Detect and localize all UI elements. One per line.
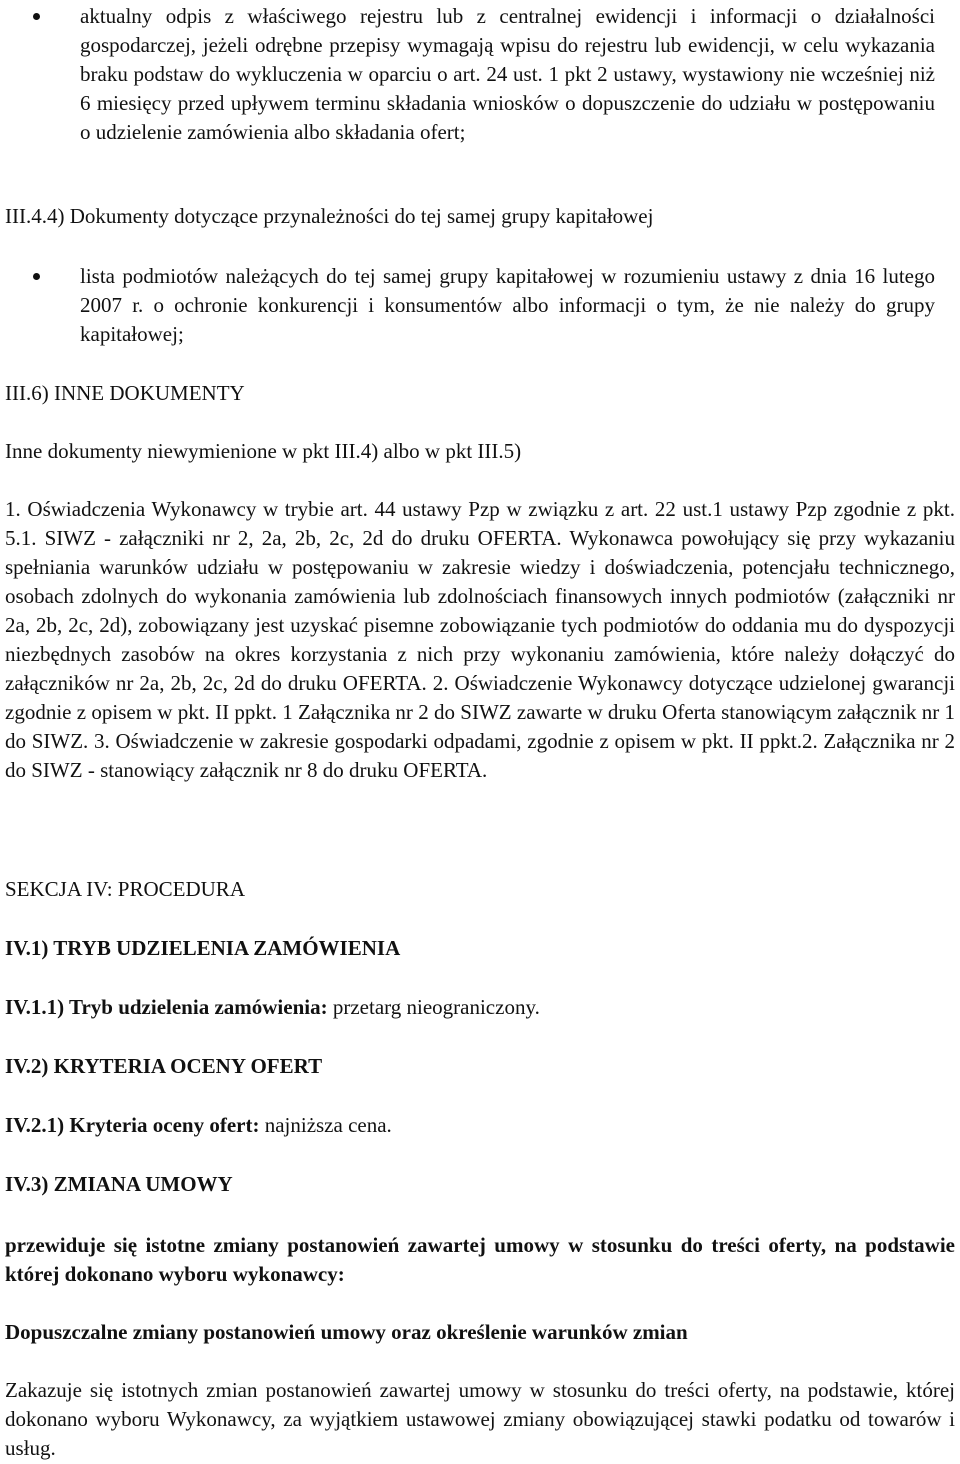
bullet-dot-icon — [33, 273, 40, 280]
kryteria-oceny-value: najniższa cena. — [259, 1113, 392, 1137]
section-heading-iv-3: IV.3) ZMIANA UMOWY — [5, 1172, 233, 1196]
bullet-text: aktualny odpis z właściwego rejestru lub z centralnej ewidencji i informacji o działalności gospodarczej, jeżeli odrębne przepisy wymagają wpisu do rejestru lub ewidencji, w celu wykazania braku podstaw do wykluczenia w oparciu o art. 24 ust. 1 pkt 2 ustawy, wystawiony nie wcześniej niż 6 miesięcy przed upływem terminu składania wniosków o dopuszczenie do udziału w postępowaniu o udzielenie zamówienia albo składania ofert; — [80, 4, 935, 144]
section-heading-iv-1: IV.1) TRYB UDZIELENIA ZAMÓWIENIA — [5, 936, 401, 960]
section-heading-iii-4-4: III.4.4) Dokumenty dotyczące przynależności do tej samej grupy kapitałowej — [5, 204, 654, 228]
dopuszczalne-heading: Dopuszczalne zmiany postanowień umowy oraz określenie warunków zmian — [5, 1320, 688, 1344]
przewiduje-paragraph: przewiduje się istotne zmiany postanowień zawartej umowy w stosunku do treści oferty, na podstawie której dokonano wyboru wykonawcy: — [5, 1233, 955, 1286]
bullet-text: lista podmiotów należących do tej samej grupy kapitałowej w rozumieniu ustawy z dnia 16 lutego 2007 r. o ochronie konkurencji i konsumentów albo informacji o tym, że nie należy do grupy kapitałowej; — [80, 264, 935, 346]
bullet-dot-icon — [33, 13, 40, 20]
inne-dokumenty-line: Inne dokumenty niewymienione w pkt III.4) albo w pkt III.5) — [5, 439, 522, 463]
tryb-udzielenia-label: IV.1.1) Tryb udzielenia zamówienia: — [5, 995, 328, 1019]
section-heading-iii-6: III.6) INNE DOKUMENTY — [5, 381, 245, 405]
kryteria-oceny-label: IV.2.1) Kryteria oceny ofert: — [5, 1113, 260, 1137]
oswiadczenia-paragraph: 1. Oświadczenia Wykonawcy w trybie art. 44 ustawy Pzp w związku z art. 22 ust.1 ustawy Pzp zgodnie z pkt. 5.1. SIWZ - załączniki nr 2, 2a, 2b, 2c, 2d do druku OFERTA. Wykonawca powołujący się przy wykazaniu spełniania warunków udziału w postępowaniu w zakresie wiedzy i doświadczenia, potencjału technicznego, osobach zdolnych do wykonania zamówienia lub zdolnościach finansowych innych podmiotów (załączniki nr 2a, 2b, 2c, 2d), zobowiązany jest uzyskać pisemne zobowiązanie tych podmiotów do oddania mu do dyspozycji niezbędnych zasobów na okres korzystania z nich przy wykonaniu zamówienia, które należy dołączyć do załączników nr 2a, 2b, 2c, 2d do druku OFERTA. 2. Oświadczenie Wykonawcy dotyczące udzielonej gwarancji zgodnie z opisem w pkt. II ppkt. 1 Załącznika nr 2 do SIWZ zawarte w druku Oferta stanowiącym załącznik nr 1 do SIWZ. 3. Oświadczenie w zakresie gospodarki odpadami, zgodnie z opisem w pkt. II ppkt.2. Załącznika nr 2 do SIWZ - stanowiący załącznik nr 8 do druku OFERTA. — [5, 497, 955, 782]
section-heading-sekcja-iv: SEKCJA IV: PROCEDURA — [5, 877, 245, 901]
zakazuje-paragraph: Zakazuje się istotnych zmian postanowień zawartej umowy w stosunku do treści oferty, na podstawie, której dokonano wyboru Wykonawcy, za wyjątkiem ustawowej zmiany obowiązującej stawki podatku od towarów i usług. — [5, 1378, 955, 1460]
section-heading-iv-2: IV.2) KRYTERIA OCENY OFERT — [5, 1054, 323, 1078]
kryteria-oceny-line — [5, 1111, 955, 1140]
tryb-udzielenia-value: przetarg nieograniczony. — [327, 995, 540, 1019]
tryb-udzielenia-line — [5, 993, 955, 1022]
